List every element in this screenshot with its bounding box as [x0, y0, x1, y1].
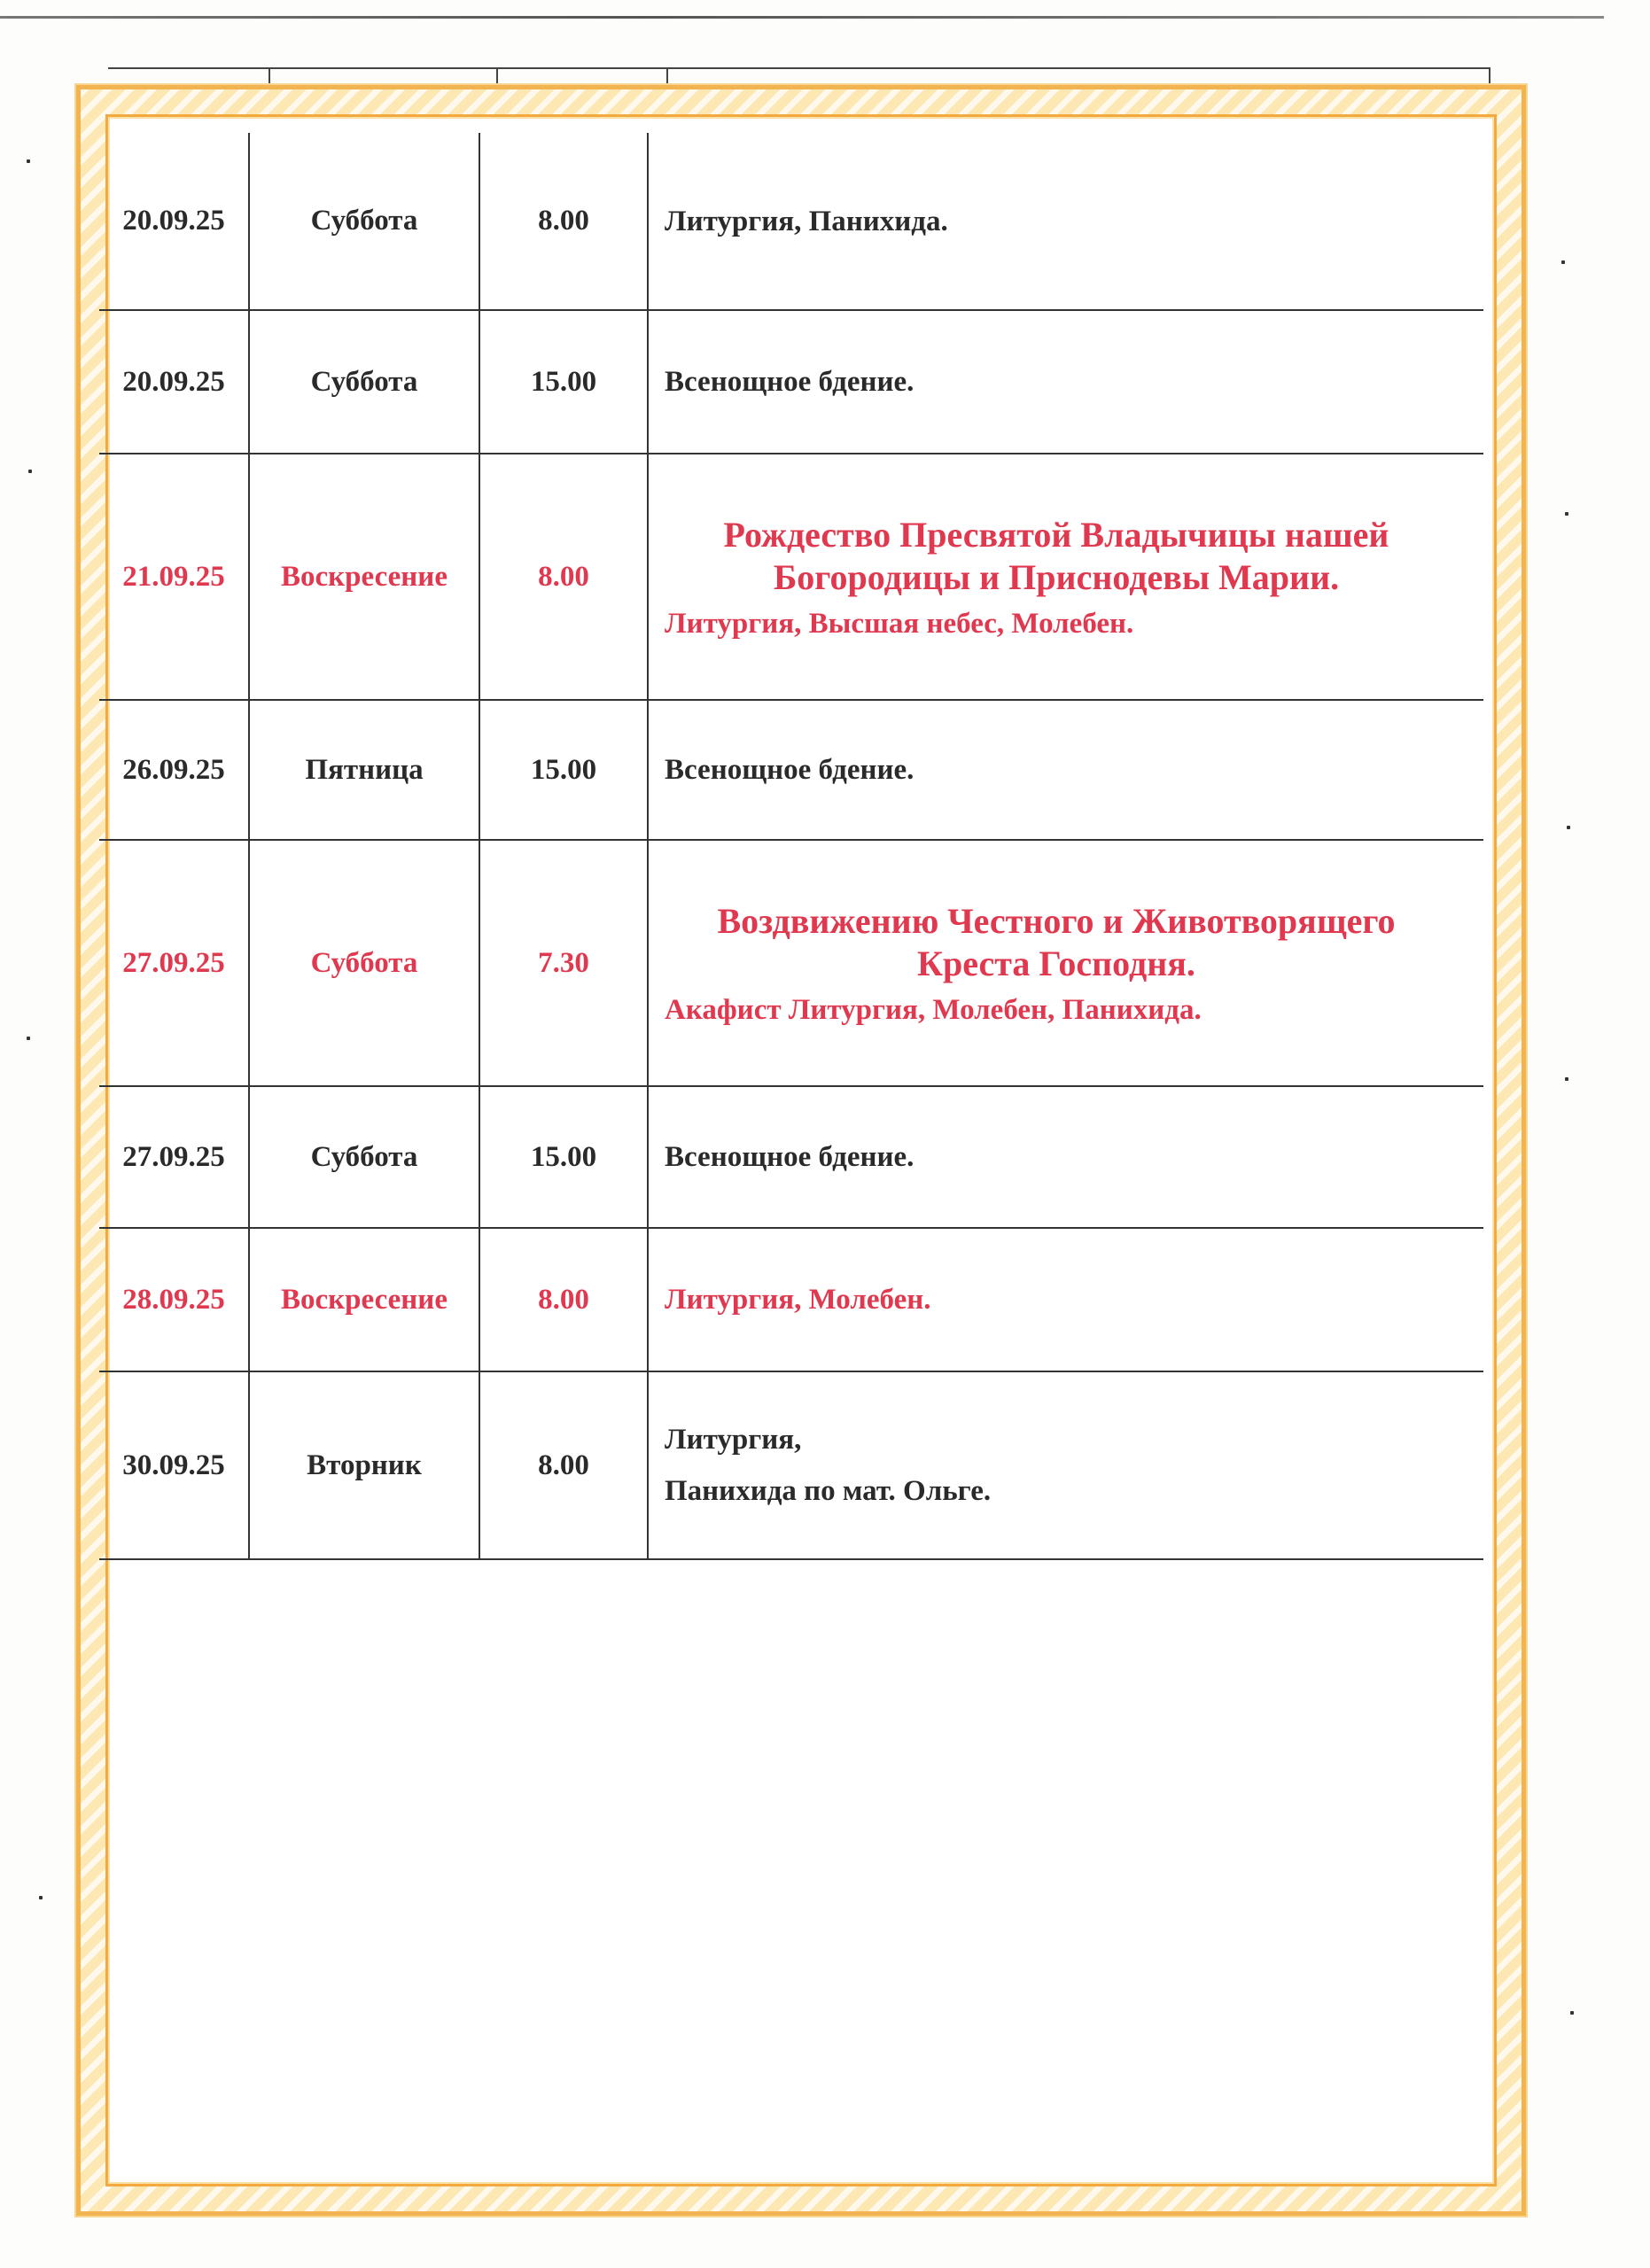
time-cell: 8.00	[479, 454, 648, 700]
schedule-row	[99, 840, 1483, 1086]
service-text: Акафист Литургия, Молебен, Панихида.	[665, 993, 1202, 1026]
time-cell: 8.00	[479, 1371, 648, 1559]
scan-speck	[27, 159, 30, 163]
time-cell: 8.00	[479, 133, 648, 310]
date-cell: 30.09.25	[99, 1371, 249, 1559]
schedule-row	[99, 1228, 1483, 1371]
schedule-row	[99, 1086, 1483, 1228]
service-cell	[648, 1371, 1483, 1559]
service-cell	[648, 310, 1483, 454]
service-cell	[648, 133, 1483, 310]
time-cell: 15.00	[479, 1086, 648, 1228]
scan-speck	[39, 1896, 43, 1899]
service-text: Всенощное бдение.	[665, 1141, 915, 1173]
date-cell: 20.09.25	[99, 133, 249, 310]
scan-speck	[27, 1037, 30, 1040]
scan-top-edge	[0, 16, 1604, 19]
weekday-cell: Суббота	[249, 840, 479, 1086]
scan-speck	[1570, 2011, 1574, 2015]
background-page-table-edge	[108, 67, 1490, 69]
feast-title: Рождество Пресвятой Владычицы нашей Богородицы и Приснодевы Марии.	[723, 514, 1389, 597]
schedule-row	[99, 454, 1483, 700]
service-cell	[648, 454, 1483, 700]
time-cell: 15.00	[479, 310, 648, 454]
scan-speck	[1561, 260, 1565, 264]
weekday-cell: Вторник	[249, 1371, 479, 1559]
weekday-cell: Суббота	[249, 133, 479, 310]
schedule-row	[99, 1371, 1483, 1559]
schedule-row	[99, 700, 1483, 840]
service-cell	[648, 1086, 1483, 1228]
weekday-cell: Суббота	[249, 1086, 479, 1228]
date-cell: 21.09.25	[99, 454, 249, 700]
scan-speck	[28, 470, 32, 473]
weekday-cell: Воскресение	[249, 454, 479, 700]
date-cell: 27.09.25	[99, 1086, 249, 1228]
service-cell	[648, 840, 1483, 1086]
schedule-row	[99, 133, 1483, 310]
service-text: Всенощное бдение.	[665, 754, 915, 786]
schedule-row	[99, 310, 1483, 454]
feast-title: Воздвижению Честного и Животворящего Креста Господня.	[717, 900, 1396, 983]
date-cell: 26.09.25	[99, 700, 249, 840]
service-text: Литургия, Молебен.	[665, 1284, 931, 1316]
time-cell: 15.00	[479, 700, 648, 840]
date-cell: 27.09.25	[99, 840, 249, 1086]
date-cell: 20.09.25	[99, 310, 249, 454]
weekday-cell: Пятница	[249, 700, 479, 840]
time-cell: 8.00	[479, 1228, 648, 1371]
weekday-cell: Суббота	[249, 310, 479, 454]
service-text: Литургия, Панихида.	[665, 205, 948, 237]
service-text: Литургия, Высшая небес, Молебен.	[665, 607, 1134, 640]
date-cell: 28.09.25	[99, 1228, 249, 1371]
service-text: Всенощное бдение.	[665, 366, 915, 398]
service-text: Панихида по мат. Ольге.	[665, 1475, 992, 1507]
service-cell	[648, 1228, 1483, 1371]
weekday-cell: Воскресение	[249, 1228, 479, 1371]
service-text: Литургия,	[665, 1424, 802, 1456]
scan-speck	[1565, 1077, 1568, 1081]
scan-speck	[1565, 512, 1568, 516]
service-schedule-table	[99, 133, 1483, 1560]
service-cell	[648, 700, 1483, 840]
scan-speck	[1567, 826, 1570, 829]
time-cell: 7.30	[479, 840, 648, 1086]
